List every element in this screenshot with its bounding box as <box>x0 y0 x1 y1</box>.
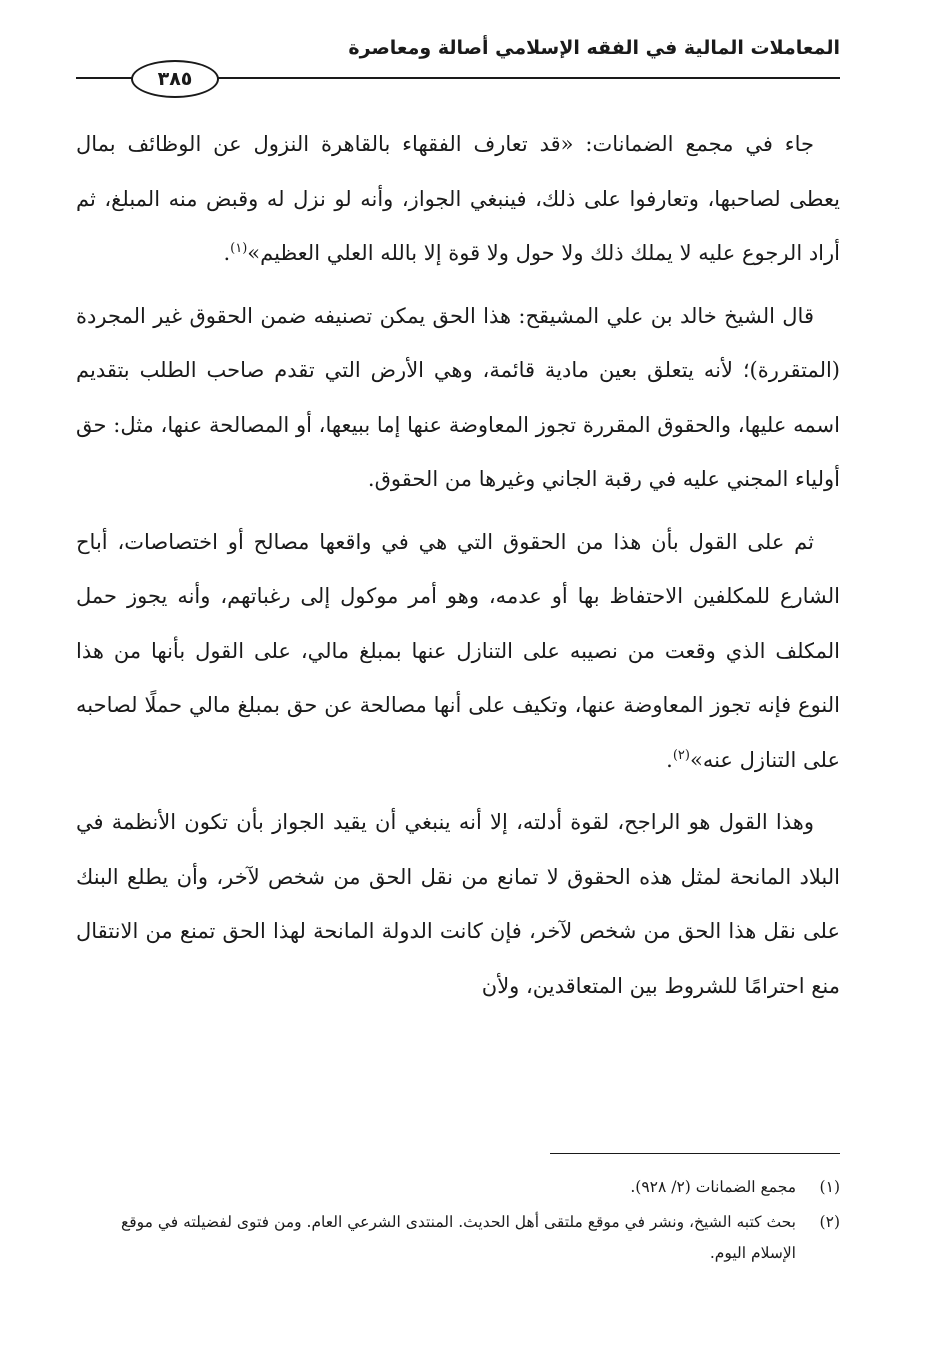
paragraph-3 <box>76 515 840 788</box>
paragraph-end: . <box>223 241 231 265</box>
paragraph-2 <box>76 289 840 507</box>
footnote-number: (٢) <box>819 1213 840 1231</box>
footnote-1 <box>76 1172 840 1203</box>
page-number: ٣٨٥ <box>131 60 219 98</box>
footnote-text: مجمع الضمانات (٢/ ٩٢٨). <box>630 1178 796 1196</box>
footnote-number: (١) <box>819 1178 840 1196</box>
paragraph-text: وهذا القول هو الراجح، لقوة أدلته، إلا أنه ينبغي أن يقيد الجواز بأن تكون الأنظمة في البلاد المانحة لمثل هذه الحقوق لا تمانع من نقل الحق من شخص لآخر، وأن يطلع البنك على نقل هذا الحق من شخص لآخر، فإن كانت الدولة المانحة لهذا الحق تمنع من الانتقال منع احترامًا للشروط بين المتعاقدين، ولأن <box>76 810 840 998</box>
paragraph-text: جاء في مجمع الضمانات: «قد تعارف الفقهاء بالقاهرة النزول عن الوظائف بمال يعطى لصاحبها، وتعارفوا على ذلك، فينبغي الجواز، وأنه لو نزل له وقبض منه المبلغ، ثم أراد الرجوع عليه لا يملك ذلك ولا حول ولا قوة إلا بالله العلي العظيم» <box>76 132 840 265</box>
paragraph-1 <box>76 117 840 281</box>
paragraph-4 <box>76 795 840 1013</box>
footnote-text: بحث كتبه الشيخ، ونشر في موقع ملتقى أهل الحديث. المنتدى الشرعي العام. ومن فتوى لفضيلته في موقع الإسلام اليوم. <box>120 1213 796 1262</box>
paragraph-text: ثم على القول بأن هذا من الحقوق التي هي في واقعها مصالح أو اختصاصات، أباح الشارع للمكلفين الاحتفاظ بها أو عدمه، وهو أمر موكول إلى رغباتهم، وأنه يجوز حمل المكلف الذي وقعت من نصيبه على التنازل عنها بمبلغ مالي، على القول بأنها من هذا النوع فإنه تجوز المعاوضة عنها، وتكيف على أنها مصالحة عن حق بمبلغ مالي حملًا لصاحبه على التنازل عنه» <box>76 529 840 772</box>
paragraph-text: قال الشيخ خالد بن علي المشيقح: هذا الحق يمكن تصنيفه ضمن الحقوق غير المجردة (المتقررة)؛ لأنه يتعلق بعين مادية قائمة، وهي الأرض التي تقدم صاحب الطلب بتقديم اسمه عليها، والحقوق المقررة تجوز المعاوضة عنها إما ببيعها، أو المصالحة عنها، مثل: حق أولياء المجني عليه في رقبة الجاني وغيرها من الحقوق. <box>76 303 840 491</box>
body-text <box>76 117 840 1021</box>
footnote-reference: (١) <box>230 241 248 256</box>
footnote-separator <box>550 1153 840 1154</box>
footnote-2 <box>76 1207 840 1269</box>
footnote-reference: (٢) <box>672 747 690 763</box>
paragraph-end: . <box>666 747 673 772</box>
footnotes <box>76 1172 840 1273</box>
running-title: المعاملات المالية في الفقه الإسلامي أصالة ومعاصرة <box>348 37 840 59</box>
